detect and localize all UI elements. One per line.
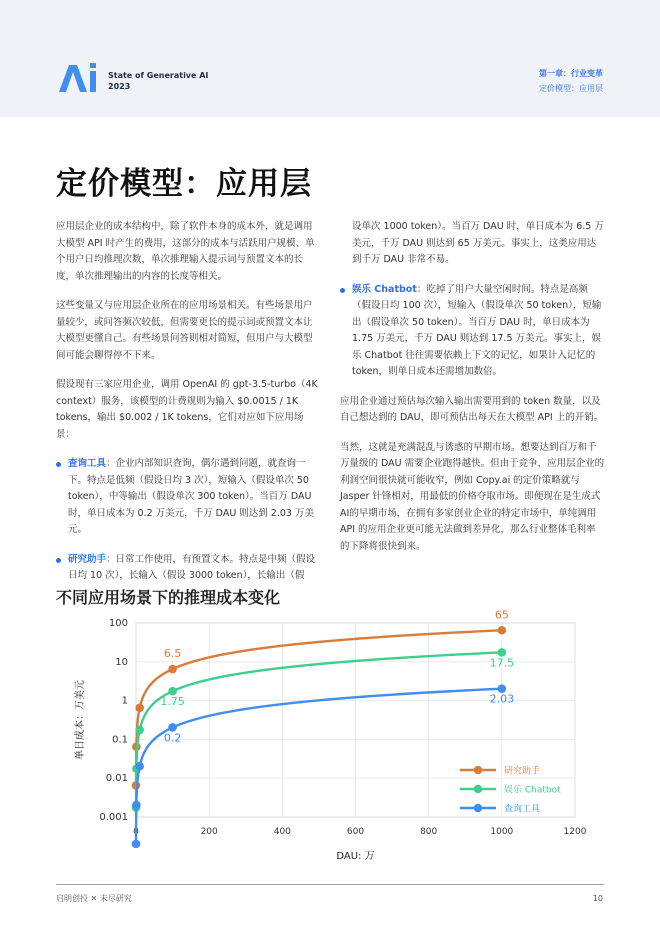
data-label: 17.5 <box>489 656 515 670</box>
data-label: 6.5 <box>163 647 182 661</box>
data-point <box>168 665 177 674</box>
legend-label: 研究助手 <box>504 766 541 777</box>
data-label: 65 <box>494 608 509 622</box>
series-line <box>136 630 502 785</box>
ai-logo <box>57 62 99 94</box>
chapter-label: 第一章：行业变革 <box>539 69 603 78</box>
x-tick-label: 1000 <box>490 827 514 837</box>
data-point <box>135 704 144 713</box>
paragraph: 应用企业通过预估每次输入输出需要用到的 token 数量，以及自己想达到的 DAU，即可预估出每天在大模型 API 上的开销。 <box>340 395 604 423</box>
series-line <box>136 689 502 844</box>
page-number: 10 <box>592 894 603 903</box>
legend-label: 查询工具 <box>504 804 541 815</box>
bullet-text: ：企业内部知识查询，偶尔遇到问题，就查询一下。特点是低频（假设日均 3 次），短输入（假设单次 50 token），中等输出（假设单次 300 token）。当百万 DAU 时，单日成本为 0.2 万美元，千万 DAU 则达到 2.03 万美元。 <box>68 458 314 535</box>
data-point <box>132 840 141 849</box>
legend-swatch-marker <box>474 766 483 775</box>
bullet-keyword: 娱乐 Chatbot <box>352 283 417 295</box>
paragraph: 这些变量又与应用层企业所在的应用场景相关。有些场景用户量较少，或问答频次较低，但需要更长的提示词或预置文本让大模型更懂自己。有些场景问答则相对简短，但用户与大模型间可能会聊得停不下来。 <box>56 300 313 361</box>
x-tick-label: 1200 <box>563 827 587 837</box>
bullet-research-assistant <box>56 552 321 585</box>
data-point <box>132 801 141 810</box>
y-tick-label: 0.1 <box>112 734 128 746</box>
footer-divider <box>56 884 604 885</box>
y-axis-label: 单日成本：万美元 <box>75 680 86 760</box>
y-tick-label: 100 <box>108 618 128 629</box>
section-label: 定价模型：应用层 <box>539 84 603 93</box>
footer-credit: 启明创投 ✕ 未尽研究 <box>56 894 132 903</box>
y-tick-label: 0.01 <box>105 773 128 785</box>
brand-year: 2023 <box>108 82 131 91</box>
cost-chart <box>60 605 600 870</box>
right-column <box>340 219 605 568</box>
data-point <box>135 762 144 771</box>
x-tick-label: 0 <box>133 827 139 837</box>
left-column <box>56 219 321 598</box>
bullet-keyword: 研究助手 <box>68 553 107 565</box>
bullet-query-tool <box>56 456 321 539</box>
bullet-entertainment-chatbot <box>340 282 605 381</box>
data-label: 2.03 <box>489 692 515 706</box>
legend-label: 娱乐 Chatbot <box>504 785 561 796</box>
bullet-dot <box>56 462 61 467</box>
bullet-dot <box>56 558 61 563</box>
data-label: 0.2 <box>163 731 182 745</box>
y-tick-label: 0.001 <box>99 812 128 823</box>
x-tick-label: 400 <box>273 827 291 837</box>
bullet-text: ：日常工作使用，有预置文本。特点是中频（假设日均 10 次），长输入（假设 3000 token），长输出（假 <box>68 553 316 581</box>
y-tick-label: 1 <box>121 695 128 707</box>
bullet-continuation: 设单次 1000 token）。当百万 DAU 时，单日成本为 6.5 万美元，千万 DAU 则达到 65 万美元。事实上，这类应用达到千万 DAU 非常不易。 <box>352 221 604 265</box>
x-tick-label: 800 <box>420 827 438 837</box>
y-tick-label: 10 <box>115 656 128 668</box>
legend-swatch-marker <box>474 785 483 794</box>
data-point <box>135 726 144 735</box>
brand-title: State of Generative AI <box>108 71 209 80</box>
page-header <box>0 0 660 117</box>
legend-swatch-marker <box>474 804 483 813</box>
chart-title: 不同应用场景下的推理成本变化 <box>56 588 281 607</box>
paragraph: 假设现有三家应用企业，调用 OpenAI 的 gpt-3.5-turbo（4K context）服务，该模型的计费规则为输入 $0.0015 / 1K tokens，输出 $0.002 / 1K tokens，它们对应如下应用场景： <box>56 379 318 440</box>
bullet-text: ：吃掉了用户大量空闲时间。特点是高频（假设日均 100 次），短输入（假设单次 50 token），短输出（假设单次 50 token）。当百万 DAU 时，单日成本为 1.75 万美元，千万 DAU 则达到 17.5 万美元。事实上，娱乐 Chatbot 往往需要依赖上下文的记忆，如果计入记忆的 token，则单日成本还需增加数倍。 <box>352 283 602 377</box>
x-axis-label: DAU: 万 <box>336 851 375 862</box>
paragraph: 当然，这就是充满混乱与诱惑的早期市场。想要达到百万和千万量级的 DAU 需要企业跑得越快。但由于竞争，应用层企业的利润空间很快就可能收窄，例如 Copy.ai 的定价策略就与 Jasper 针锋相对，用最低的价格夺取市场。即便现在是生成式AI的早期市场，在拥有多家创业企业的特定市场中，单纯调用 API 的应用企业更可能无法做到差异化，那么行业整体毛利率的下降将很快到来。 <box>340 441 605 552</box>
x-tick-label: 600 <box>346 827 365 837</box>
bullet-keyword: 查询工具 <box>68 458 107 469</box>
bullet-dot <box>340 288 345 293</box>
x-tick-label: 200 <box>200 827 218 837</box>
series-line <box>136 652 502 807</box>
data-point <box>498 626 507 635</box>
data-label: 1.75 <box>160 695 185 709</box>
data-point <box>168 723 177 732</box>
paragraph: 应用层企业的成本结构中，除了软件本身的成本外，就是调用大模型 API 时产生的费用，这部分的成本与活跃用户规模、单个用户日均推理次数，单次推理输入提示词与预置文本的长度，单次推理输出的内容的长度等相关。 <box>56 221 315 282</box>
page-title: 定价模型：应用层 <box>56 166 312 202</box>
